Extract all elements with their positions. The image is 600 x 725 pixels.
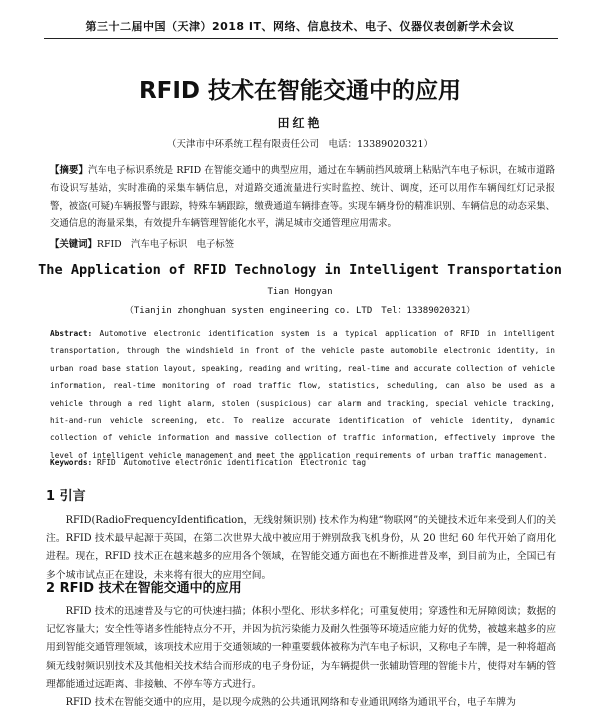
section-1-paragraph: RFID(RadioFrequencyIdentification，无线射频识别) 技术作为构建“物联网”的关键技术近年来受到人们的关注。RFID 技术最早起源于英国，在第二次世界大战中被应用于辨别敌我飞机身份，从 20 世纪 60 年代开始了商用化进程。现在，RFID 技术正在越来越多的应用各个领域，在智能交通方面也在不断推进普及率，到目前为止，全国已有多个城市试点正在建设，未来将有很大的应用空间。: [46, 515, 556, 581]
author-zh: 田红艳: [277, 116, 323, 130]
keywords-zh: [50, 236, 234, 250]
abstract-zh: [50, 162, 555, 233]
abstract-zh-label: 【摘要】: [50, 165, 88, 176]
section-2-paragraph-1: RFID 技术的迅速普及与它的可快速扫描；体积小型化、形状多样化；可重复使用；穿透性和无屏障阅读；数据的记忆容量大；安全性等诸多性能特点分不开，并因为抗污染能力及耐久性强等环境适应能力好的优势，被越来越多的应用到智能交通管理领域，该项技术应用于交通领域的一种重要载体被称为汽车电子标识，又称电子车牌，是一种将超高频无线射频识别技术及其他相关技术结合而形成的电子身份证，为车辆提供一张辅助管理的智能卡片，使得对车辆的管理都能通过远距离、非接触、不停车等方式进行。: [46, 606, 556, 690]
section-heading-2: 2 RFID 技术在智能交通中的应用: [46, 581, 242, 596]
abstract-zh-text: 汽车电子标识系统是 RFID 在智能交通中的典型应用，通过在车辆前挡风玻璃上粘贴汽车电子标识，在城市道路布设识写基站，实时准确的采集车辆信息，对道路交通流量进行实时监控、统计、调度，还可以用作车辆闯红灯记录报警，被盗(可疑)车辆报警与跟踪，特殊车辆跟踪，缴费通道车辆排查等。实现车辆身份的精准识别、车辆信息的动态采集、交通信息的海量采集，有效提升车辆管理智能化水平，满足城市交通管理应用需求。: [50, 165, 555, 230]
affiliation-zh: （天津市中环系统工程有限责任公司 电话：13389020321）: [167, 139, 433, 150]
keywords-zh-text: RFID 汽车电子标识 电子标签: [96, 239, 235, 250]
abstract-en: [50, 325, 555, 464]
section-2-paragraph-2: RFID 技术在智能交通中的应用，是以现今成熟的公共通讯网络和专业通讯网络为通讯平台，电子车牌为: [65, 697, 516, 708]
paper-title-en: The Application of RFID Technology in Intelligent Transportation: [38, 262, 562, 278]
keywords-en-label: Keywords:: [50, 458, 93, 467]
keywords-en: [50, 457, 366, 468]
abstract-en-text: Automotive electronic identification system is a typical application of RFID in intelligent transportation, through the windshield in front of the vehicle paste automobile electronic identity, in urban road base station layout, speaking, reading and writing, real-time and accurate collection of vehicle information, real-time monitoring of road traffic flow, statistics, scheduling, can also be used as a vehicle through a red light alarm, stolen (suspicious) car alarm and tracking, special vehicle tracking, hit-and-run vehicle screening, etc. To realize accurate identification of vehicle identity, dynamic collection of vehicle information and massive collection of traffic information, effectively improve the level of intelligent vehicle management and meet the application requirements of urban traffic management.: [50, 329, 555, 460]
affiliation-en: （Tianjin zhonghuan systen engineering co. LTD Tel：13389020321）: [124, 306, 476, 316]
author-en: Tian Hongyan: [267, 287, 333, 297]
abstract-en-label: Abstract:: [50, 329, 93, 338]
keywords-en-text: RFID Automotive electronic identification Electronic tag: [96, 458, 367, 467]
section-heading-1: 1 引言: [46, 489, 86, 504]
header-rule: [44, 38, 558, 39]
paper-title-zh: RFID 技术在智能交通中的应用: [138, 78, 462, 104]
keywords-zh-label: 【关键词】: [50, 239, 97, 250]
running-header: 第三十二届中国（天津）2018 IT、网络、信息技术、电子、仪器仪表创新学术会议: [85, 20, 515, 33]
